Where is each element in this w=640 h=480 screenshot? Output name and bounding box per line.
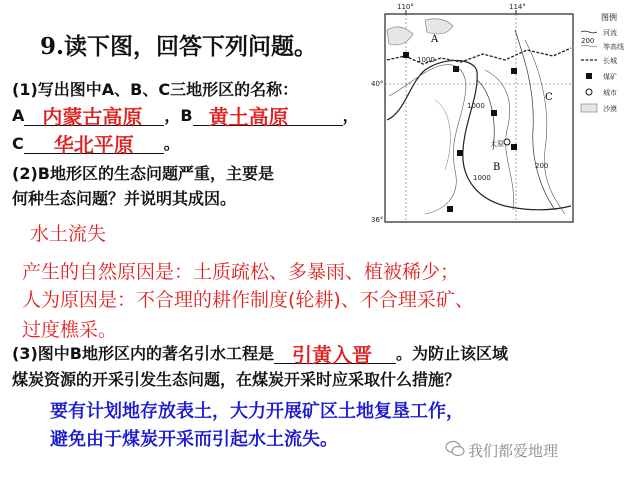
legend-river: 河流 xyxy=(603,29,617,37)
legend-wall: 长城 xyxy=(603,57,617,65)
q1-c-prefix: C xyxy=(12,134,24,153)
map-label-b: B xyxy=(493,162,501,173)
q3-prompt-prefix: (3)图中B地形区内的著名引水工程是 xyxy=(12,344,274,363)
q1-a-answer: 内蒙古高原 xyxy=(42,105,143,129)
q1-b-answer: 黄土高原 xyxy=(208,105,289,129)
map-lat1: 40° xyxy=(371,80,384,88)
q1-line-c xyxy=(12,131,180,157)
q3-answer-project: 引黄入晋 xyxy=(291,343,372,367)
watermark-text: 我们都爱地理 xyxy=(468,442,559,460)
q2-prompt-line2: 何种生态问题？并说明其成因。 xyxy=(12,189,237,208)
legend-contour-value: 200 xyxy=(581,37,595,45)
q2-answer-line2: 人为原因是：不合理的耕作制度(轮耕)、不合理采矿、 xyxy=(22,289,474,311)
coal-mine-marker xyxy=(447,206,453,212)
wechat-icon xyxy=(445,440,465,458)
q2-answer-line3: 过度樵采。 xyxy=(22,319,118,341)
q2-prompt-line1: (2)B地形区的生态问题严重，主要是 xyxy=(12,164,274,183)
q1-comma: ， xyxy=(342,106,359,125)
map-label-c: C xyxy=(545,92,553,103)
q1-a-prefix: A xyxy=(12,106,25,125)
q3-prompt-suffix: 。为防止该区域 xyxy=(395,344,508,363)
region-map xyxy=(365,0,635,232)
map-lon1: 110° xyxy=(397,3,414,11)
q1-c-blank xyxy=(24,133,164,157)
legend-contour: 等高线 xyxy=(603,43,624,51)
q3-line1 xyxy=(12,341,508,367)
map-frame xyxy=(385,14,573,222)
q3-answer-line1: 要有计划地存放表土，大力开展矿区土地复垦工作， xyxy=(50,401,464,422)
legend-coal: 煤矿 xyxy=(603,73,617,81)
legend-coal-icon xyxy=(586,73,592,79)
q1-c-answer: 华北平原 xyxy=(53,133,134,157)
q2-answer-line1: 产生的自然原因是：土质疏松、多暴雨、植被稀少； xyxy=(22,261,460,283)
q3-line2: 煤炭资源的开采引发生态问题，在煤炭开采时应采取什么措施？ xyxy=(12,370,461,389)
map-contour-1000: 1000 xyxy=(417,56,435,64)
coal-mine-marker xyxy=(491,110,497,116)
coal-mine-marker xyxy=(457,150,463,156)
q1-b-blank xyxy=(193,105,343,129)
map-contour-1000: 1000 xyxy=(467,102,485,110)
map-contour-1000: 1000 xyxy=(473,174,491,182)
q3-answer-line2: 避免由于煤炭开采而引起水土流失。 xyxy=(50,429,338,450)
question-title: 9.读下图，回答下列问题。 xyxy=(40,33,318,60)
map-lon2: 114° xyxy=(509,3,526,11)
map-lat2: 36° xyxy=(371,216,384,224)
legend-desert-icon xyxy=(581,104,597,112)
q1-b-prefix: ，B xyxy=(164,106,193,125)
q1-prompt: (1)写出图中A、B、C三地形区的名称： xyxy=(12,80,299,99)
coal-mine-marker xyxy=(403,52,409,58)
legend-contour-icon xyxy=(581,45,597,47)
q3-blank xyxy=(274,343,396,367)
legend-city-icon xyxy=(586,89,592,95)
q1-a-blank xyxy=(24,105,164,129)
legend-city: 城市 xyxy=(603,89,617,97)
q2-answer-problem: 水土流失 xyxy=(30,223,107,245)
coal-mine-marker xyxy=(453,66,459,72)
q1-period: 。 xyxy=(163,134,180,153)
legend-title: 图例 xyxy=(601,13,617,22)
city-marker xyxy=(504,139,510,145)
map-label-a: A xyxy=(431,34,439,45)
map-contour-200: 200 xyxy=(535,162,549,170)
coal-mine-marker xyxy=(511,68,517,74)
legend-river-icon xyxy=(581,31,597,33)
q1-line-ab xyxy=(12,103,359,129)
coal-mine-marker xyxy=(511,144,517,150)
map-city-label: 太原 xyxy=(490,140,504,148)
legend-desert: 沙漠 xyxy=(603,105,617,113)
